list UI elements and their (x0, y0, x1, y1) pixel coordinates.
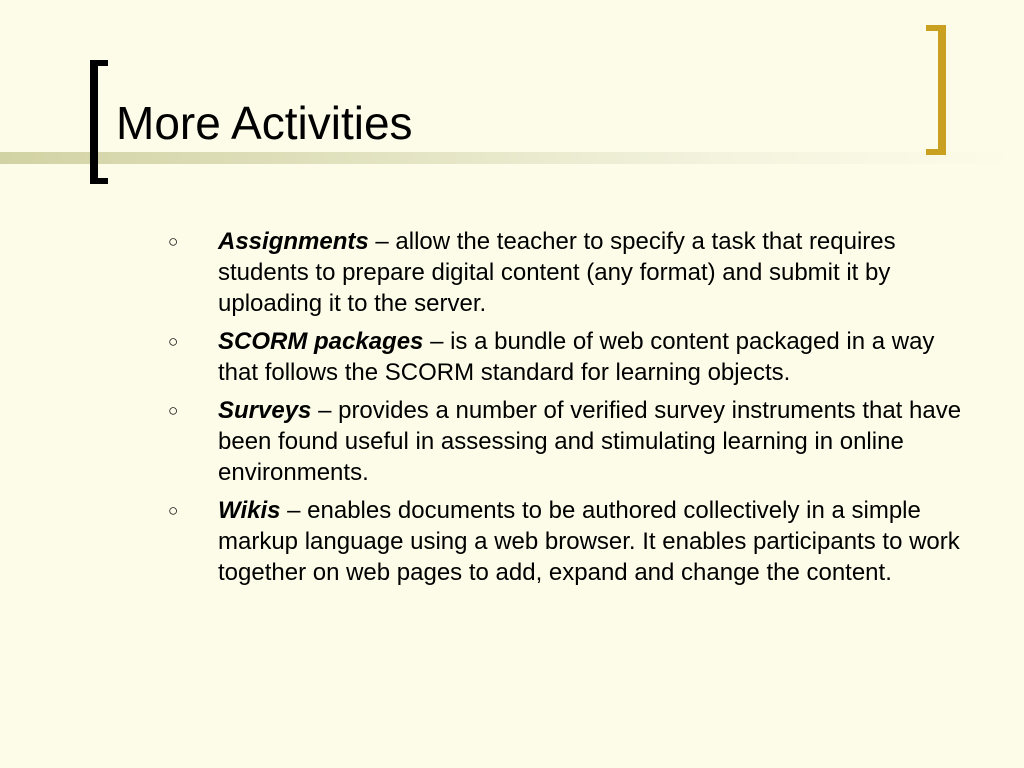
bullet-term: SCORM packages (218, 328, 424, 355)
left-bracket-decoration (90, 60, 108, 184)
bullet-description: – provides a number of verified survey instruments that have been found useful in assessing and stimulating learning in online environments. (218, 397, 962, 486)
bullet-list (168, 226, 968, 595)
bullet-term: Surveys (218, 397, 312, 424)
title-band (0, 152, 1024, 164)
bullet-term: Wikis (218, 497, 281, 524)
bullet-item-scorm-packages (168, 326, 968, 388)
bullet-term: Assignments (218, 228, 369, 255)
bullet-item-surveys (168, 395, 968, 488)
hollow-circle-bullet-icon: ○ (168, 332, 179, 351)
bullet-description: – allow the teacher to specify a task that requires students to prepare digital content (any format) and submit it by uploading it to the server. (218, 228, 896, 317)
slide-title: More Activities (116, 97, 413, 149)
hollow-circle-bullet-icon: ○ (168, 501, 179, 520)
bullet-item-wikis (168, 495, 968, 588)
right-bracket-decoration (926, 25, 946, 155)
hollow-circle-bullet-icon: ○ (168, 232, 179, 251)
bullet-description: – is a bundle of web content packaged in a way that follows the SCORM standard for learning objects. (218, 328, 935, 386)
bullet-item-assignments (168, 226, 968, 319)
bullet-description: – enables documents to be authored collectively in a simple markup language using a web browser. It enables participants to work together on web pages to add, expand and change the content. (218, 497, 960, 586)
hollow-circle-bullet-icon: ○ (168, 401, 179, 420)
